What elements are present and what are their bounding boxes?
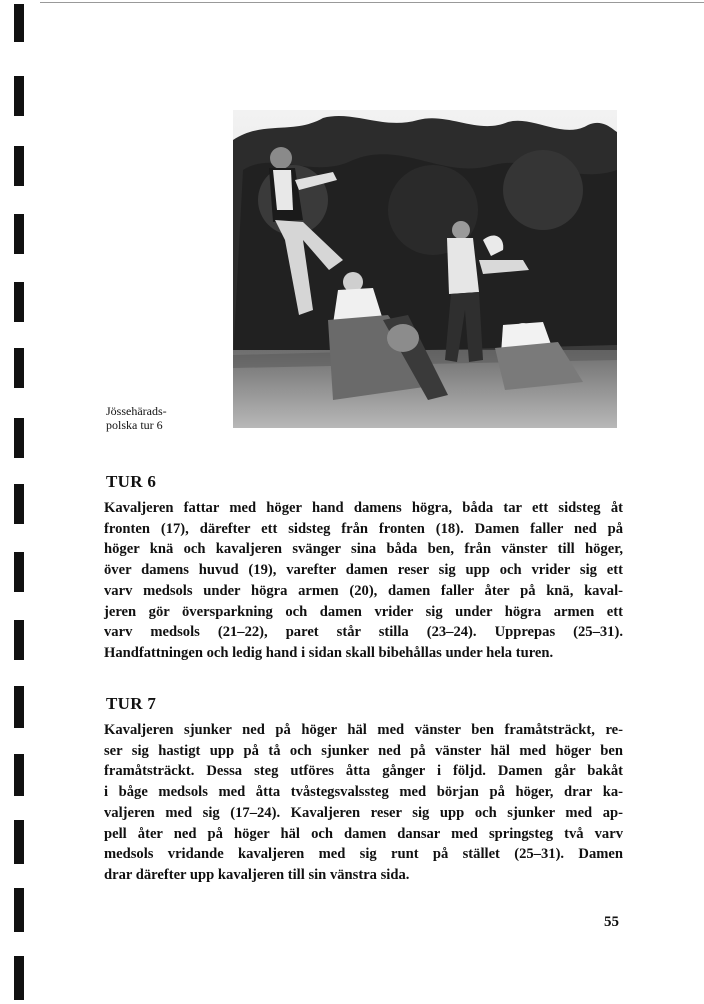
binding-mark bbox=[14, 4, 24, 42]
text-line: höger knä och kavaljeren svänger sina båda ben, från vänster till höger, bbox=[104, 541, 623, 558]
binding-mark bbox=[14, 484, 24, 524]
caption-line: Jössehärads- bbox=[106, 404, 167, 418]
paragraph-tur7 bbox=[104, 720, 623, 886]
binding-mark bbox=[14, 214, 24, 254]
binding-mark bbox=[14, 686, 24, 728]
text-line: pell åter ned på höger häl och damen dansar med springsteg två varv bbox=[104, 825, 623, 842]
binding-mark bbox=[14, 620, 24, 660]
text-line: över damens huvud (19), varefter damen reser sig upp och vrider sig ett bbox=[104, 562, 623, 579]
binding-mark bbox=[14, 820, 24, 864]
paragraph-tur6 bbox=[104, 498, 623, 664]
text-line: valjeren med sig (17–24). Kavaljeren reser sig upp och sjunker med ap- bbox=[104, 804, 623, 821]
photo-illustration bbox=[233, 110, 617, 428]
text-line: Kavaljeren fattar med höger hand damens högra, båda tar ett sidsteg åt bbox=[104, 500, 623, 516]
binding-mark bbox=[14, 146, 24, 186]
binding-mark bbox=[14, 76, 24, 116]
binding-mark bbox=[14, 956, 24, 1000]
text-line: framåtsträckt. Dessa steg utföres åtta gånger i följd. Damen går bakåt bbox=[104, 763, 623, 780]
binding-margin bbox=[0, 0, 40, 1004]
dance-photograph bbox=[233, 110, 617, 428]
text-line: Kavaljeren sjunker ned på höger häl med vänster ben framåtsträckt, re- bbox=[104, 722, 623, 738]
text-line: jeren gör översparkning och damen vrider sig under högra armen ett bbox=[104, 603, 623, 620]
binding-mark bbox=[14, 418, 24, 458]
section-heading-tur7: TUR 7 bbox=[106, 694, 157, 713]
text-line: varv medsols under högra armen (20), damen faller åter på knä, kaval- bbox=[104, 582, 623, 599]
text-line: fronten (17), därefter ett sidsteg från fronten (18). Damen faller ned på bbox=[104, 520, 623, 537]
binding-mark bbox=[14, 552, 24, 592]
photo-caption bbox=[106, 404, 226, 432]
text-line: drar därefter upp kavaljeren till sin vänstra sida. bbox=[104, 866, 410, 883]
binding-mark bbox=[14, 754, 24, 796]
text-line: medsols vridande kavaljeren med sig runt på stället (25–31). Damen bbox=[104, 846, 623, 863]
text-line: varv medsols (21–22), paret står stilla (23–24). Upprepas (25–31). bbox=[104, 624, 623, 641]
caption-line: polska tur 6 bbox=[106, 418, 163, 432]
top-edge-line bbox=[40, 2, 704, 3]
text-line: ser sig hastigt upp på tå och sjunker ned på vänster häl med höger ben bbox=[104, 742, 623, 759]
binding-mark bbox=[14, 888, 24, 932]
text-line: i båge medsols med åtta tvåstegsvalssteg med början på höger, drar ka- bbox=[104, 784, 623, 801]
page-number: 55 bbox=[604, 914, 619, 930]
section-heading-tur6: TUR 6 bbox=[106, 472, 157, 491]
binding-mark bbox=[14, 282, 24, 322]
binding-mark bbox=[14, 348, 24, 388]
text-line: Handfattningen och ledig hand i sidan skall bibehållas under hela turen. bbox=[104, 644, 554, 661]
